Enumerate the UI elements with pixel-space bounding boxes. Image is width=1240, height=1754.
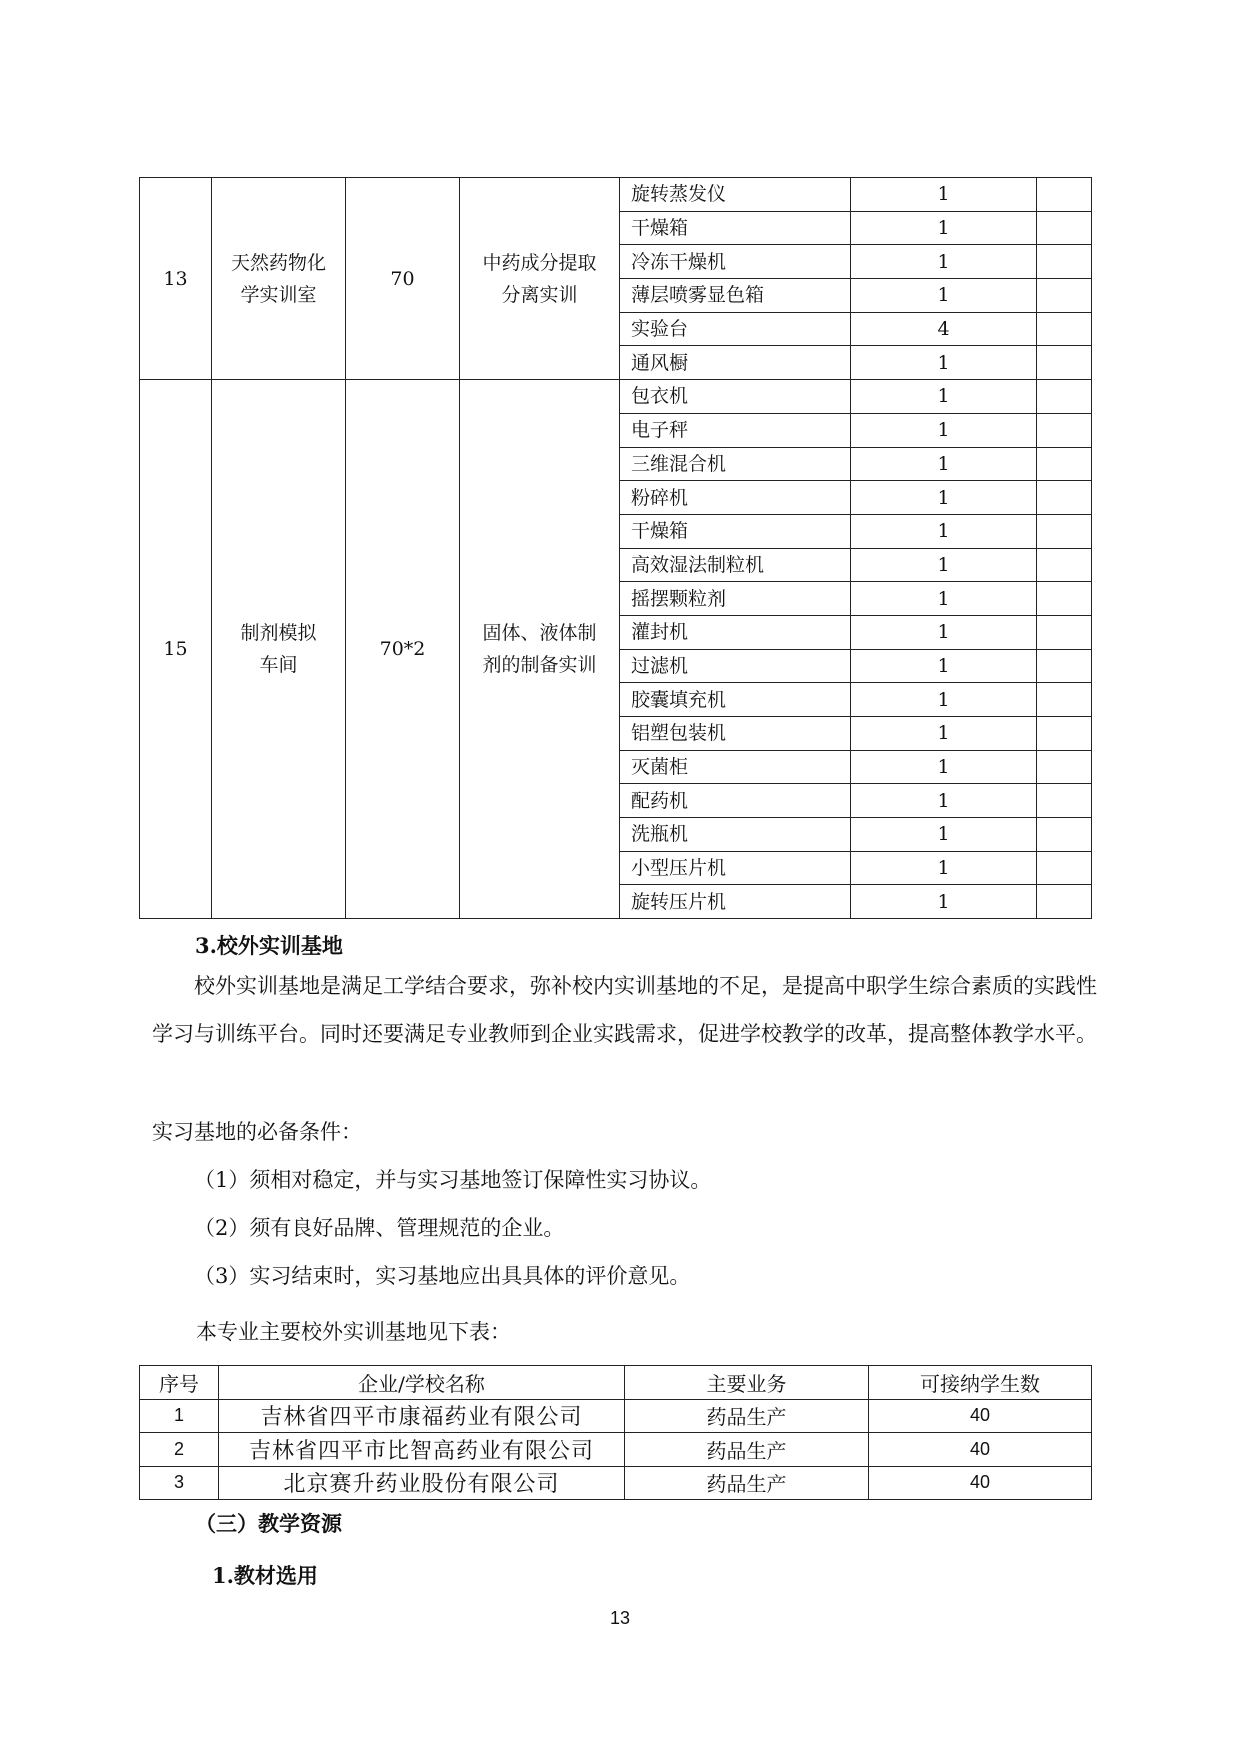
- remark-cell: [1037, 615, 1092, 649]
- area-cell: 70*2: [346, 380, 460, 919]
- row-name: 吉林省四平市康福药业有限公司: [219, 1399, 625, 1433]
- equipment-cell: 灌封机: [620, 615, 851, 649]
- row-business: 药品生产: [625, 1433, 869, 1467]
- equipment-cell: 配药机: [620, 784, 851, 818]
- row-number-cell: 13: [140, 178, 212, 380]
- quantity-cell: 1: [851, 245, 1037, 279]
- row-business: 药品生产: [625, 1399, 869, 1433]
- row-capacity: 40: [869, 1466, 1092, 1500]
- quantity-cell: 1: [851, 413, 1037, 447]
- header-capacity: 可接纳学生数: [869, 1366, 1092, 1400]
- equipment-cell: 洗瓶机: [620, 818, 851, 852]
- remark-cell: [1037, 279, 1092, 313]
- equipment-cell: 过滤机: [620, 649, 851, 683]
- remark-cell: [1037, 818, 1092, 852]
- quantity-cell: 1: [851, 582, 1037, 616]
- quantity-cell: 1: [851, 178, 1037, 212]
- quantity-cell: 1: [851, 514, 1037, 548]
- table-header-row: [140, 1366, 1092, 1400]
- remark-cell: [1037, 582, 1092, 616]
- condition-item-2: （2）须有良好品牌、管理规范的企业。: [194, 1216, 565, 1240]
- equipment-cell: 包衣机: [620, 380, 851, 414]
- row-business: 药品生产: [625, 1466, 869, 1500]
- equipment-cell: 干燥箱: [620, 514, 851, 548]
- condition-item-1: （1）须相对稳定，并与实习基地签订保障性实习协议。: [194, 1168, 712, 1192]
- equipment-cell: 旋转蒸发仪: [620, 178, 851, 212]
- equipment-cell: 干燥箱: [620, 211, 851, 245]
- equipment-cell: 三维混合机: [620, 447, 851, 481]
- equipment-cell: 摇摆颗粒剂: [620, 582, 851, 616]
- remark-cell: [1037, 447, 1092, 481]
- quantity-cell: 1: [851, 548, 1037, 582]
- remark-cell: [1037, 784, 1092, 818]
- quantity-cell: 1: [851, 717, 1037, 751]
- row-no: 3: [140, 1466, 219, 1500]
- quantity-cell: 1: [851, 279, 1037, 313]
- row-capacity: 40: [869, 1399, 1092, 1433]
- equipment-cell: 通风橱: [620, 346, 851, 380]
- equipment-cell: 灭菌柜: [620, 750, 851, 784]
- remark-cell: [1037, 380, 1092, 414]
- remark-cell: [1037, 683, 1092, 717]
- remark-cell: [1037, 717, 1092, 751]
- remark-cell: [1037, 649, 1092, 683]
- table-row: [140, 178, 1092, 212]
- remark-cell: [1037, 413, 1092, 447]
- quantity-cell: 1: [851, 784, 1037, 818]
- table-row: [140, 1466, 1092, 1500]
- quantity-cell: 1: [851, 615, 1037, 649]
- quantity-cell: 4: [851, 312, 1037, 346]
- room-name-cell: 天然药物化 学实训室: [212, 178, 346, 380]
- quantity-cell: 1: [851, 885, 1037, 919]
- table-row: [140, 1399, 1092, 1433]
- remark-cell: [1037, 851, 1092, 885]
- equipment-cell: 高效湿法制粒机: [620, 548, 851, 582]
- sub-heading-textbooks: 1.教材选用: [212, 1563, 318, 1588]
- equipment-cell: 旋转压片机: [620, 885, 851, 919]
- header-no: 序号: [140, 1366, 219, 1400]
- remark-cell: [1037, 750, 1092, 784]
- remark-cell: [1037, 548, 1092, 582]
- remark-cell: [1037, 211, 1092, 245]
- lab-equipment-table: [139, 177, 1092, 919]
- equipment-cell: 粉碎机: [620, 481, 851, 515]
- page-number: 13: [609, 1608, 631, 1628]
- equipment-cell: 小型压片机: [620, 851, 851, 885]
- remark-cell: [1037, 885, 1092, 919]
- equipment-cell: 实验台: [620, 312, 851, 346]
- section-heading-offcampus: 3.校外实训基地: [195, 933, 343, 958]
- remark-cell: [1037, 178, 1092, 212]
- header-business: 主要业务: [625, 1366, 869, 1400]
- training-project-cell: 中药成分提取 分离实训: [460, 178, 620, 380]
- row-capacity: 40: [869, 1433, 1092, 1467]
- equipment-cell: 胶囊填充机: [620, 683, 851, 717]
- table-row: [140, 1433, 1092, 1467]
- quantity-cell: 1: [851, 649, 1037, 683]
- quantity-cell: 1: [851, 818, 1037, 852]
- equipment-cell: 冷冻干燥机: [620, 245, 851, 279]
- row-number-cell: 15: [140, 380, 212, 919]
- table-intro: 本专业主要校外实训基地见下表：: [196, 1320, 511, 1344]
- remark-cell: [1037, 245, 1092, 279]
- quantity-cell: 1: [851, 851, 1037, 885]
- equipment-cell: 电子秤: [620, 413, 851, 447]
- table-row: [140, 380, 1092, 414]
- quantity-cell: 1: [851, 346, 1037, 380]
- row-no: 1: [140, 1399, 219, 1433]
- remark-cell: [1037, 514, 1092, 548]
- row-no: 2: [140, 1433, 219, 1467]
- lab-table-body: [140, 178, 1092, 919]
- conditions-title: 实习基地的必备条件：: [152, 1120, 362, 1144]
- section-heading-teaching-resources: （三）教学资源: [195, 1511, 342, 1536]
- quantity-cell: 1: [851, 211, 1037, 245]
- offcampus-paragraph: 校外实训基地是满足工学结合要求，弥补校内实训基地的不足，是提高中职学生综合素质的实践性学习与训练平台。同时还要满足专业教师到企业实践需求，促进学校教学的改革，提高整体教学水平。: [152, 974, 1097, 1046]
- room-name-cell: 制剂模拟 车间: [212, 380, 346, 919]
- area-cell: 70: [346, 178, 460, 380]
- equipment-cell: 铝塑包装机: [620, 717, 851, 751]
- quantity-cell: 1: [851, 683, 1037, 717]
- row-name: 北京赛升药业股份有限公司: [219, 1466, 625, 1500]
- row-name: 吉林省四平市比智高药业有限公司: [219, 1433, 625, 1467]
- equipment-cell: 薄层喷雾显色箱: [620, 279, 851, 313]
- remark-cell: [1037, 346, 1092, 380]
- quantity-cell: 1: [851, 447, 1037, 481]
- header-name: 企业/学校名称: [219, 1366, 625, 1400]
- training-project-cell: 固体、液体制 剂的制备实训: [460, 380, 620, 919]
- training-base-table: [139, 1365, 1092, 1500]
- quantity-cell: 1: [851, 750, 1037, 784]
- quantity-cell: 1: [851, 481, 1037, 515]
- quantity-cell: 1: [851, 380, 1037, 414]
- remark-cell: [1037, 312, 1092, 346]
- remark-cell: [1037, 481, 1092, 515]
- condition-item-3: （3）实习结束时，实习基地应出具具体的评价意见。: [194, 1264, 691, 1288]
